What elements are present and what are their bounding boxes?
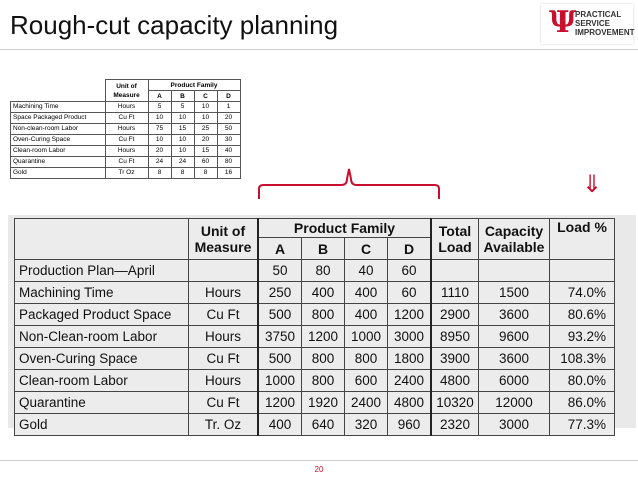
table-row [11, 102, 241, 113]
table-row [15, 282, 615, 304]
table-row [15, 348, 615, 370]
row-value: 15 [194, 146, 217, 157]
resource-label: Clean-room Labor [15, 370, 189, 392]
row-value: 10 [171, 146, 194, 157]
big-col-b: B [302, 238, 345, 260]
uom-line-1: Unit of [200, 223, 246, 239]
family-load-value: 1200 [258, 392, 302, 414]
bracket-annotation [257, 167, 441, 201]
row-value: 8 [148, 168, 171, 179]
psi-logo-icon: Ψ [549, 5, 577, 40]
family-load-value: 500 [258, 348, 302, 370]
family-load-value: 400 [302, 282, 345, 304]
family-load-value: 1000 [258, 370, 302, 392]
row-label: Non-clean-room Labor [11, 124, 106, 135]
plan-label: Production Plan—April [15, 260, 189, 282]
plan-value: 40 [345, 260, 388, 282]
row-value: 8 [194, 168, 217, 179]
total-load-value: 3900 [431, 348, 479, 370]
capacity-line-1: Capacity [484, 223, 544, 239]
family-load-value: 400 [345, 282, 388, 304]
row-value: 20 [148, 146, 171, 157]
family-load-value: 1000 [345, 326, 388, 348]
uom-line-2: Measure [194, 239, 252, 255]
resource-unit: Cu Ft [189, 392, 259, 414]
big-uom-header [189, 219, 259, 260]
family-load-value: 1800 [388, 348, 432, 370]
row-value: 10 [148, 113, 171, 124]
big-family-header: Product Family [258, 219, 431, 238]
row-unit: Hours [105, 102, 148, 113]
table-row [11, 168, 241, 179]
row-value: 16 [217, 168, 240, 179]
table-row [15, 392, 615, 414]
row-value: 50 [217, 124, 240, 135]
row-label: Gold [11, 168, 106, 179]
down-arrow-icon: ⇓ [582, 171, 603, 198]
table-row [11, 135, 241, 146]
load-percent-value: 86.0% [550, 392, 615, 414]
resource-label: Packaged Product Space [15, 304, 189, 326]
load-percent-value: 80.6% [550, 304, 615, 326]
family-load-value: 320 [345, 414, 388, 436]
capacity-value: 3600 [479, 304, 550, 326]
row-value: 25 [194, 124, 217, 135]
slide-title: Rough-cut capacity planning [10, 10, 339, 40]
small-col-d: D [217, 91, 240, 102]
family-load-value: 400 [258, 414, 302, 436]
family-load-value: 1200 [388, 304, 432, 326]
logo-line-1: PRACTICAL [575, 10, 622, 19]
capacity-value: 1500 [479, 282, 550, 304]
row-label: Space Packaged Product [11, 113, 106, 124]
plan-load-empty [550, 260, 615, 282]
family-load-value: 800 [302, 348, 345, 370]
total-load-value: 4800 [431, 370, 479, 392]
capacity-value: 6000 [479, 370, 550, 392]
small-family-header: Product Family [148, 80, 240, 91]
logo-text [575, 10, 635, 37]
family-load-value: 2400 [388, 370, 432, 392]
row-value: 20 [194, 135, 217, 146]
header-divider [0, 49, 638, 50]
family-load-value: 960 [388, 414, 432, 436]
plan-value: 80 [302, 260, 345, 282]
row-label: Quarantine [11, 157, 106, 168]
resource-label: Quarantine [15, 392, 189, 414]
resource-unit: Hours [189, 282, 259, 304]
footer-divider [0, 460, 638, 461]
family-load-value: 800 [302, 370, 345, 392]
resource-unit: Tr. Oz [189, 414, 259, 436]
table-row [15, 370, 615, 392]
small-table-body [11, 102, 241, 179]
family-load-value: 3000 [388, 326, 432, 348]
capacity-load-table [14, 218, 615, 436]
row-unit: Cu Ft [105, 157, 148, 168]
family-load-value: 500 [258, 304, 302, 326]
small-col-a: A [148, 91, 171, 102]
total-load-value: 10320 [431, 392, 479, 414]
row-unit: Hours [105, 124, 148, 135]
family-load-value: 640 [302, 414, 345, 436]
row-value: 30 [217, 135, 240, 146]
row-value: 40 [217, 146, 240, 157]
row-value: 5 [171, 102, 194, 113]
family-load-value: 4800 [388, 392, 432, 414]
capacity-value: 9600 [479, 326, 550, 348]
row-value: 8 [171, 168, 194, 179]
row-value: 24 [148, 157, 171, 168]
resource-label: Non-Clean-room Labor [15, 326, 189, 348]
table-row [11, 146, 241, 157]
resource-unit: Cu Ft [189, 304, 259, 326]
table-row [11, 157, 241, 168]
small-uom-header: Unit of Measure [105, 80, 148, 102]
total-load-value: 8950 [431, 326, 479, 348]
load-percent-value: 80.0% [550, 370, 615, 392]
table-row [11, 113, 241, 124]
resource-label: Gold [15, 414, 189, 436]
company-logo [541, 4, 633, 44]
resource-profile-table [10, 79, 241, 179]
row-value: 1 [217, 102, 240, 113]
row-value: 10 [194, 102, 217, 113]
small-col-c: C [194, 91, 217, 102]
logo-line-3: IMPROVEMENT [575, 28, 635, 37]
capacity-header [479, 219, 550, 260]
family-load-value: 800 [345, 348, 388, 370]
total-load-value: 1110 [431, 282, 479, 304]
capacity-value: 12000 [479, 392, 550, 414]
row-value: 10 [194, 113, 217, 124]
load-pct-header: Load % [550, 219, 615, 260]
plan-value: 60 [388, 260, 432, 282]
table-row [15, 414, 615, 436]
load-percent-value: 77.3% [550, 414, 615, 436]
total-load-value: 2320 [431, 414, 479, 436]
logo-line-2: SERVICE [575, 19, 610, 28]
row-label: Oven-Curing Space [11, 135, 106, 146]
row-value: 60 [194, 157, 217, 168]
total-line-2: Load [438, 239, 472, 255]
resource-label: Machining Time [15, 282, 189, 304]
table-row [15, 304, 615, 326]
row-unit: Cu Ft [105, 113, 148, 124]
total-load-value: 2900 [431, 304, 479, 326]
big-col-a: A [258, 238, 302, 260]
row-value: 80 [217, 157, 240, 168]
production-plan-row [15, 260, 615, 282]
plan-total-empty [431, 260, 479, 282]
row-value: 20 [217, 113, 240, 124]
resource-unit: Hours [189, 370, 259, 392]
total-line-1: Total [438, 223, 472, 239]
row-unit: Cu Ft [105, 135, 148, 146]
row-value: 24 [171, 157, 194, 168]
big-corner [15, 219, 189, 260]
row-label: Machining Time [11, 102, 106, 113]
capacity-value: 3000 [479, 414, 550, 436]
small-corner [11, 80, 106, 102]
resource-label: Oven-Curing Space [15, 348, 189, 370]
family-load-value: 1920 [302, 392, 345, 414]
family-load-value: 60 [388, 282, 432, 304]
row-value: 15 [171, 124, 194, 135]
page-number: 20 [314, 465, 324, 474]
family-load-value: 1200 [302, 326, 345, 348]
total-load-header [431, 219, 479, 260]
big-table-body [15, 260, 615, 436]
plan-capacity-empty [479, 260, 550, 282]
row-unit: Hours [105, 146, 148, 157]
capacity-table-panel [8, 215, 636, 432]
load-percent-value: 108.3% [550, 348, 615, 370]
row-value: 5 [148, 102, 171, 113]
table-row [15, 326, 615, 348]
resource-unit: Cu Ft [189, 348, 259, 370]
row-label: Clean-room Labor [11, 146, 106, 157]
row-value: 75 [148, 124, 171, 135]
table-row [11, 124, 241, 135]
family-load-value: 600 [345, 370, 388, 392]
capacity-line-2: Available [483, 239, 545, 255]
row-value: 10 [148, 135, 171, 146]
family-load-value: 2400 [345, 392, 388, 414]
row-value: 10 [171, 135, 194, 146]
big-col-d: D [388, 238, 432, 260]
family-load-value: 250 [258, 282, 302, 304]
small-col-b: B [171, 91, 194, 102]
family-load-value: 400 [345, 304, 388, 326]
family-load-value: 3750 [258, 326, 302, 348]
capacity-value: 3600 [479, 348, 550, 370]
family-load-value: 800 [302, 304, 345, 326]
plan-value: 50 [258, 260, 302, 282]
big-col-c: C [345, 238, 388, 260]
row-value: 10 [171, 113, 194, 124]
load-percent-value: 74.0% [550, 282, 615, 304]
row-unit: Tr Oz [105, 168, 148, 179]
load-percent-value: 93.2% [550, 326, 615, 348]
plan-unit-empty [189, 260, 259, 282]
resource-unit: Hours [189, 326, 259, 348]
